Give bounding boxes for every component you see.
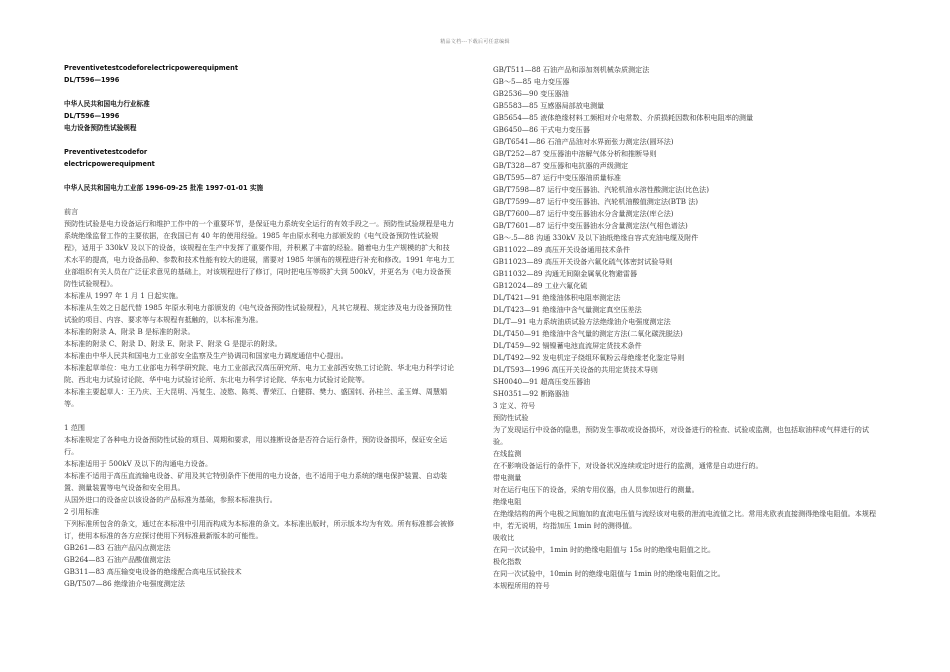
reference-item: GB～.5—88 沟通 330kV 及以下油纸绝缘自容式充油电缆及附件: [493, 233, 699, 242]
section-paragraph: 本标准规定了各种电力设备预防性试验的项目、周期和要求，用以推断设备是否符合运行条件，预防设备损坏，保证安全运行。: [64, 435, 448, 456]
reference-item: GB/T7599—87 运行中变压器油、汽轮机油酸值测定法(BTB 法): [493, 197, 699, 206]
reference-item: GB2536—90 变压器油: [493, 89, 569, 98]
foreword-paragraph: 本标准由中华人民共和国电力工业部安全监察及生产协调司和国家电力调度通信中心提出。: [64, 351, 348, 360]
foreword-heading: 前言: [64, 207, 79, 216]
foreword-paragraph: 本标准起草单位：电力工业部电力科学研究院、电力工业部武汉高压研究所、电力工业部西安热工讨论院、华北电力科学讨论院、西北电力试验讨论院、华中电力试验讨论所、东北电力科学讨论院、华东电力试验讨论院等。: [64, 363, 455, 384]
approval-line: 中华人民共和国电力工业部 1996-09-25 批准 1997-01-01 实施: [64, 184, 264, 192]
section-paragraph: 从国外进口的设备应以该设备的产品标准为基础，参照本标准执行。: [64, 495, 277, 504]
reference-item: GB6450—86 干式电力变压器: [493, 125, 590, 134]
reference-item: DL/T423—91 绝缘油中含气量测定真空压差法: [493, 305, 642, 314]
section-paragraph: 本标准不适用于高压直流输电设备、矿用及其它特别条件下使用的电力设备，也不适用于电力系统的继电保护装置、自动装置、测量装置等电气设备和安全用具。: [64, 471, 448, 492]
left-column: [64, 62, 456, 590]
foreword-paragraph: 本标准主要起草人：王乃庆、王大昆明、冯复生、凌愍、陈英、曹荣江、白健群、樊力、盛国钊、孙桂兰、孟玉婵、周慧娟等。: [64, 387, 448, 408]
foreword-paragraph: 本标准的附录 C、附录 D、附录 E、附录 F、附录 G 是提示的附录。: [64, 339, 282, 348]
english-title-1: Preventivetestcodeforelectricpowerequipment: [64, 64, 238, 72]
section-paragraph: 本标准适用于 500kV 及以下的沟通电力设备。: [64, 459, 213, 468]
reference-item: SH0351—92 断路器油: [493, 389, 569, 398]
section-2-heading: 2 引用标准: [64, 507, 100, 516]
reference-item: GB261—83 石油产品闪点测定法: [64, 543, 171, 552]
chinese-title: 电力设备预防性试验规程: [64, 124, 137, 132]
reference-item: GB/T7601—87 运行中变压器油水分含量测定法(气相色谱法): [493, 221, 688, 230]
reference-item: GB11022—89 高压开关设备通用技术条件: [493, 245, 630, 254]
reference-item: DL/T—91 电力系统油质试验方法绝缘油介电强度测定法: [493, 317, 671, 326]
reference-item: SH0040—91 超高压变压器油: [493, 377, 591, 386]
english-title-2b: electricpowerequipment: [64, 160, 155, 168]
section-paragraph: 下列标准所包含的条文，通过在本标准中引用而构成为本标准的条文。本标准出版时，所示版本均为有效。所有标准都会被修订，使用本标准的各方应探讨使用下列标准最新版本的可能性。: [64, 519, 455, 540]
reference-item: GB12024—89 工业六氟化硫: [493, 281, 588, 290]
definition-heading: 在线监测: [493, 449, 522, 458]
foreword-paragraph: 预防性试验是电力设备运行和维护工作中的一个重要环节，是保证电力系统安全运行的有效手段之一。预防性试验规程是电力系统绝缘监督工作的主要依据，在我国已有 40 年的使用经验。1985 年由原水利电力部颁发的《电气设备预防性试验规程》，适用于 330kV 及以下的设备，该规程在生产中发挥了重要作用，并积累了丰富的经验。随着电力生产规模的扩大和技术水平的提高，电力设备品种、参数和技术性能有较大的进展，需要对 1985 年颁布的规程进行补充和修改。1991 年电力工业部组织有关人员在广泛征求意见的基础上，对该规程进行了修订，同时把电压等级扩大到 500kV，并更名为《电力设备预防性试验规程》。: [64, 219, 455, 288]
foreword-paragraph: 本标准从 1997 年 1 月 1 日起实施。: [64, 291, 183, 300]
reference-item: DL/T459—92 镉镍蓄电池直流屏定货技术条件: [493, 341, 642, 350]
definition-heading: 绝缘电阻: [493, 497, 522, 506]
reference-item: GB/T507—86 绝缘油介电强度测定法: [64, 579, 185, 588]
reference-item: GB11023—89 高压开关设备六氟化硫气体密封试验导则: [493, 257, 673, 266]
reference-item: GB/T328—87 变压器和电抗器的声级测定: [493, 161, 629, 170]
right-column: [493, 64, 883, 592]
definition-heading: 带电测量: [493, 473, 522, 482]
reference-item: GB/T252—87 变压器油中溶解气体分析和推断导则: [493, 149, 657, 158]
reference-item: GB/T7600—87 运行中变压器油水分含量测定法(库仑法): [493, 209, 674, 218]
reference-item: DL/T450—91 绝缘油中含气量的测定方法(二氧化碳洗脱法): [493, 329, 683, 338]
foreword-paragraph: 本标准从生效之日起代替 1985 年原水利电力部颁发的《电气设备预防性试验规程》，凡其它规程、规定涉及电力设备预防性试验的项目、内容、要求等与本规程有抵触的，以本标准为准。: [64, 303, 452, 324]
reference-item: GB5654—85 液体绝缘材料工频相对介电常数、介质损耗因数和体积电阻率的测量: [493, 113, 754, 122]
header-note: 精品文档---下载后可任意编辑: [440, 39, 510, 45]
reference-item: GB/T6541—86 石油产品油对水界面张力测定法(圆环法): [493, 137, 674, 146]
standard-code-1: DL/T596—1996: [64, 76, 120, 84]
reference-item: GB5583—85 互感器局部放电测量: [493, 101, 605, 110]
section-3-heading: 3 定义、符号: [493, 401, 536, 410]
definition-text: 在同一次试验中，1min 时的绝缘电阻值与 15s 时的绝缘电阻值之比。: [493, 545, 715, 554]
reference-item: GB264—83 石油产品酸值测定法: [64, 555, 171, 564]
section-1-heading: 1 范围: [64, 423, 85, 432]
definition-heading: 极化指数: [493, 557, 522, 566]
definition-text: 对在运行电压下的设备，采纳专用仪器，由人员参加进行的测量。: [493, 485, 699, 494]
reference-item: GB/T7598—87 运行中变压器油、汽轮机油水溶性酸测定法(比色法): [493, 185, 710, 194]
definition-text: 在绝缘结构的两个电极之间施加的直流电压值与流经该对电极的泄流电流值之比。常用兆欧表直接测得绝缘电阻值。本规程中，若无说明，均指加压 1min 时的测得值。: [493, 509, 877, 530]
definition-heading: 预防性试验: [493, 413, 529, 422]
definition-heading: 吸收比: [493, 533, 515, 542]
reference-item: GB/T595—87 运行中变压器油质量标准: [493, 173, 621, 182]
reference-item: DL/T593—1996 高压开关设备的共用定货技术导则: [493, 365, 658, 374]
issuing-organization: 中华人民共和国电力行业标准: [64, 100, 150, 108]
definition-heading: 本规程所用的符号: [493, 581, 550, 590]
reference-item: GB311—83 高压输变电设备的绝缘配合高电压试验技术: [64, 567, 242, 576]
standard-code-2: DL/T596—1996: [64, 112, 120, 120]
reference-item: GB/T511—88 石油产品和添加剂机械杂质测定法: [493, 65, 650, 74]
reference-item: DL/T492—92 发电机定子绕组环氧粉云母绝缘老化鉴定导则: [493, 353, 685, 362]
reference-item: GB～5—85 电力变压器: [493, 77, 570, 86]
reference-item: GB11032—89 沟通无间隙金属氧化物避雷器: [493, 269, 638, 278]
english-title-2a: Preventivetestcodefor: [64, 148, 148, 156]
definition-text: 为了发现运行中设备的隐患，预防发生事故或设备损坏，对设备进行的检查、试验或监测，也包括取油样或气样进行的试验。: [493, 425, 869, 446]
definition-text: 在同一次试验中，10min 时的绝缘电阻值与 1min 时的绝缘电阻值之比。: [493, 569, 725, 578]
foreword-paragraph: 本标准的附录 A、附录 B 是标准的附录。: [64, 327, 195, 336]
reference-item: DL/T421—91 绝缘油体积电阻率测定法: [493, 293, 621, 302]
definition-text: 在不影响设备运行的条件下，对设备状况连续或定时进行的监测，通常是自动进行的。: [493, 461, 763, 470]
